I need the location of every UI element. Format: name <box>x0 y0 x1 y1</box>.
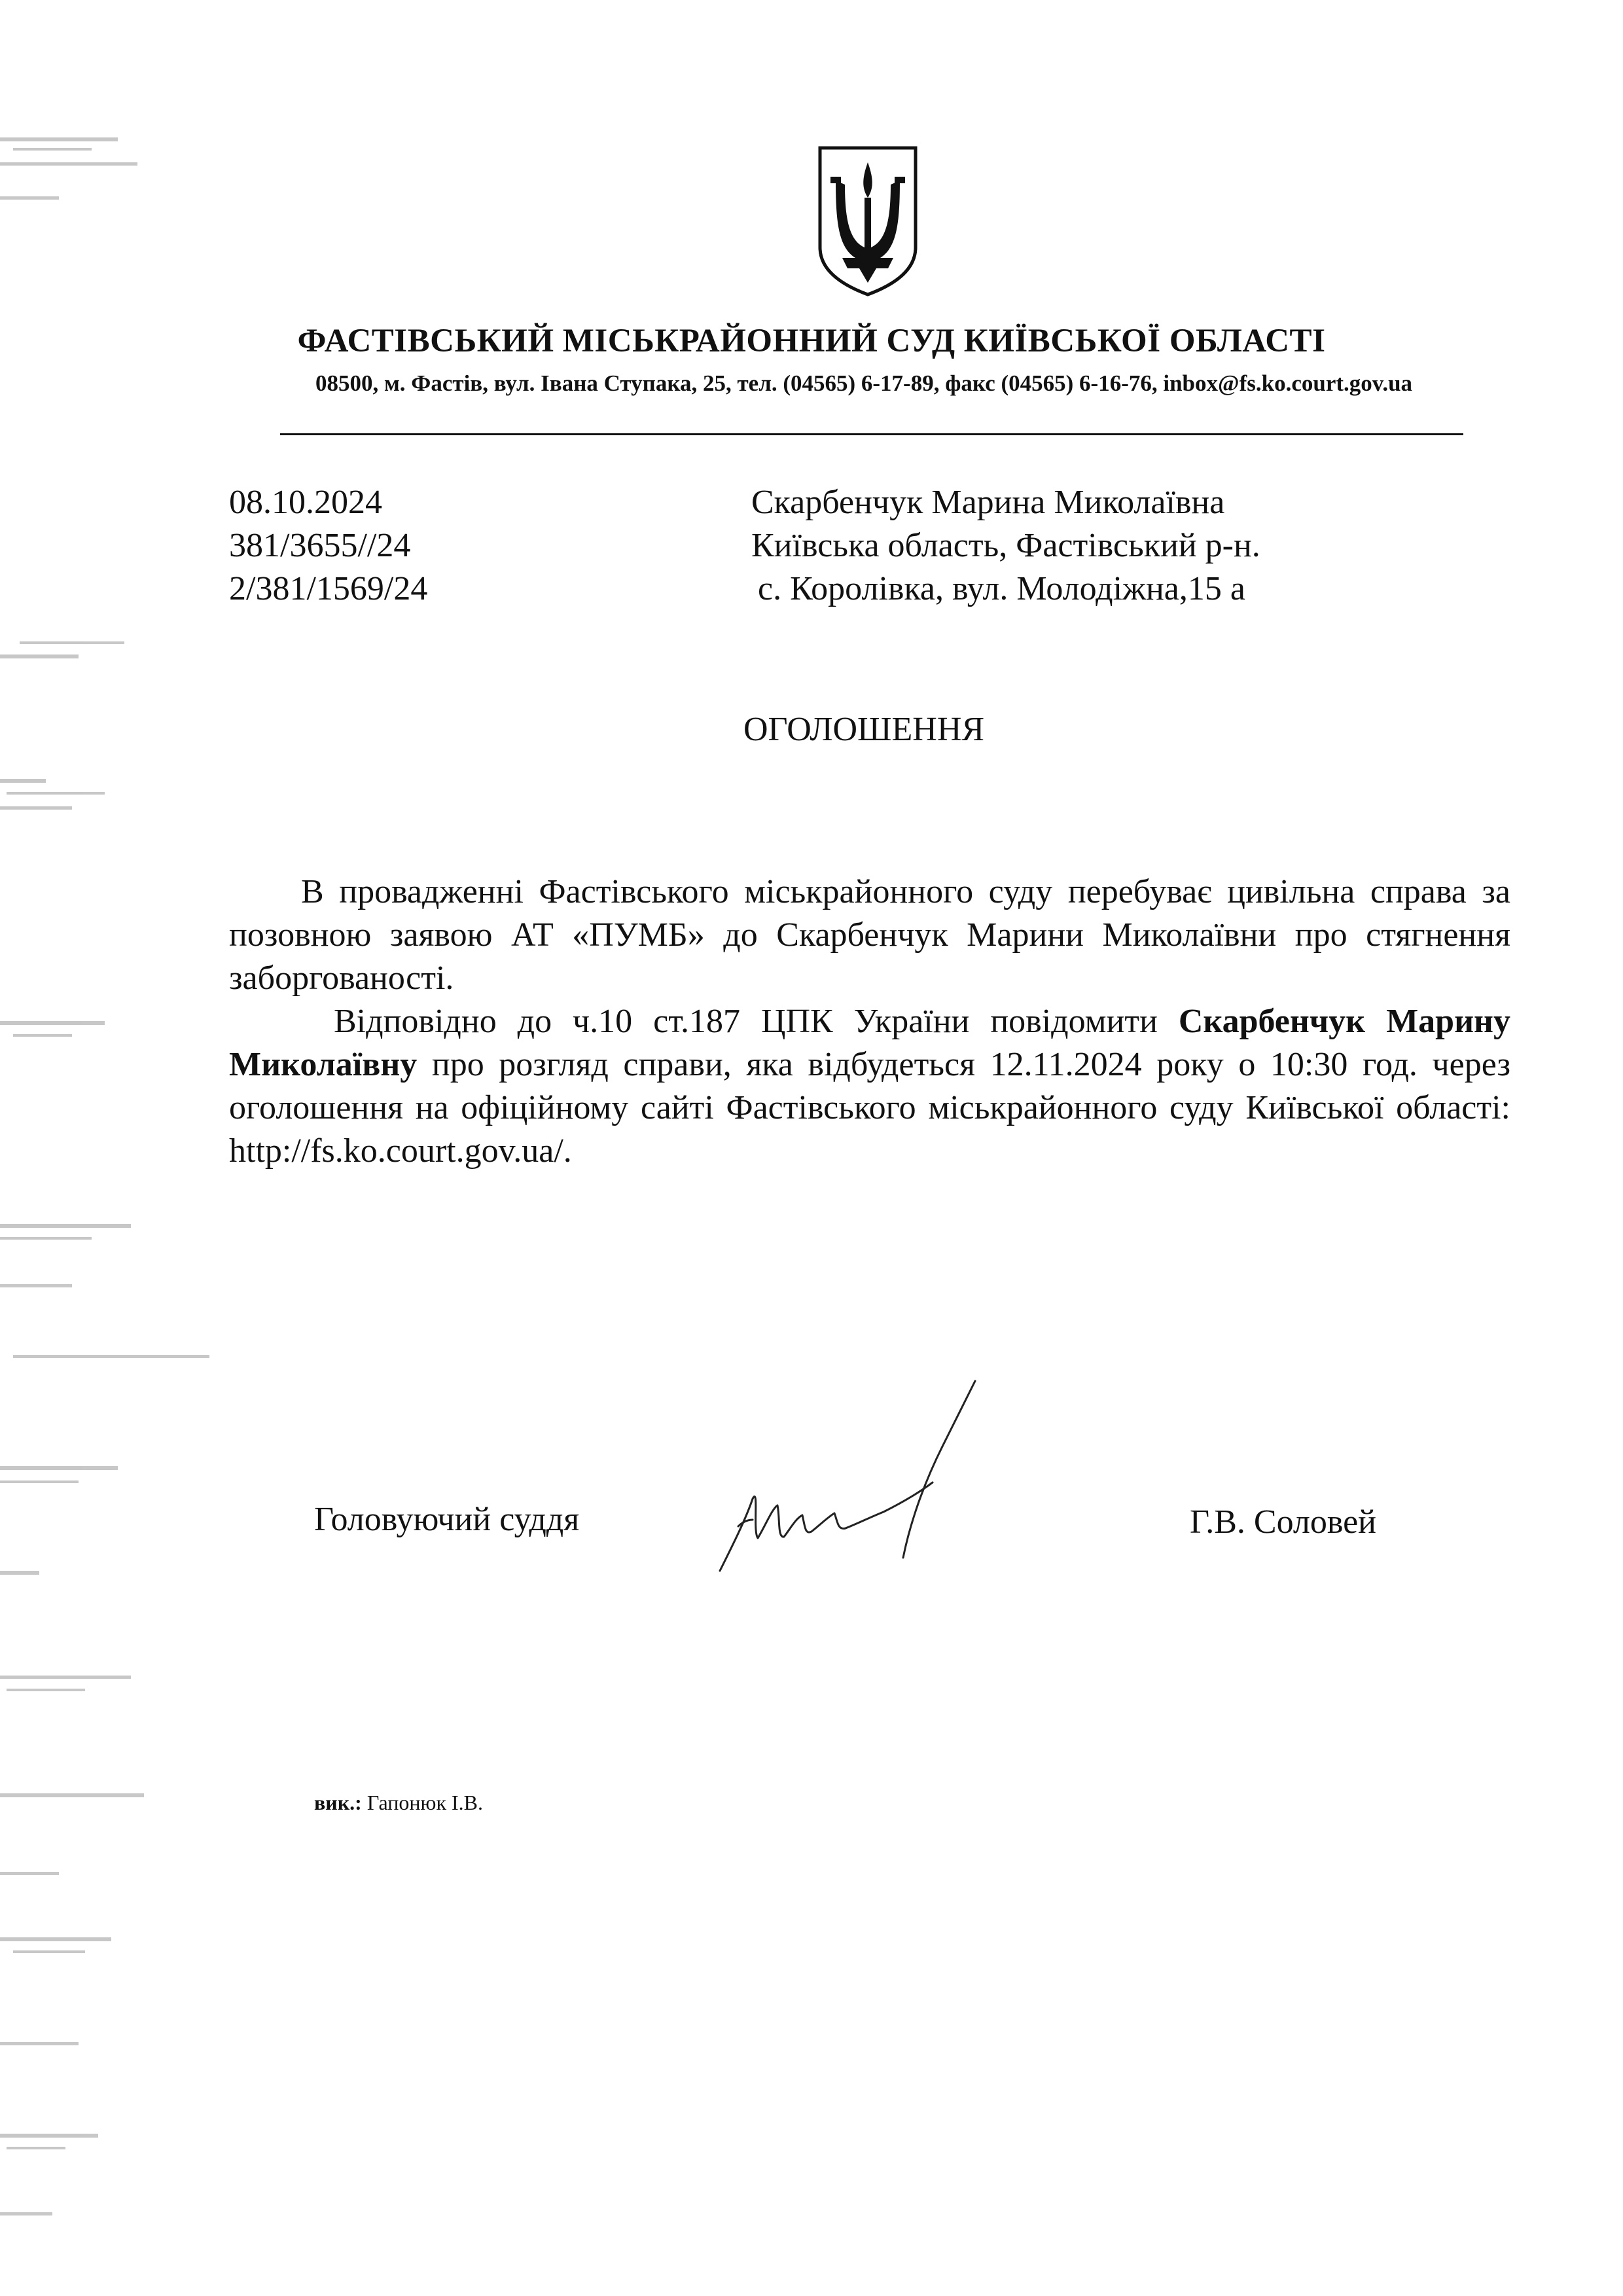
document-meta <box>229 481 427 611</box>
header-divider <box>280 433 1463 435</box>
defendant-name: Скарбенчук Марину Миколаївну <box>229 1003 1510 1083</box>
court-name: ФАСТІВСЬКИЙ МІСЬКРАЙОННИЙ СУД КИЇВСЬКОЇ ОБЛАСТІ <box>297 323 1326 359</box>
signatory-role: Головуючий суддя <box>314 1501 580 1538</box>
recipient-address-line1: Київська область, Фастівський р-н. <box>751 527 1260 564</box>
document-title: ОГОЛОШЕННЯ <box>743 711 985 748</box>
outgoing-number: 381/3655//24 <box>229 527 411 564</box>
coat-of-arms-icon <box>816 143 919 298</box>
body-paragraph-1: В провадженні Фастівського міськрайонного суду перебуває цивільна справа за позовною заявою АТ «ПУМБ» до Скарбенчук Марини Миколаївни про стягнення заборгованості. <box>229 873 1510 997</box>
recipient-address-line2: с. Королівка, вул. Молодіжна,15 а <box>758 570 1245 607</box>
paragraph-2-intro: Відповідно до ч.10 ст.187 ЦПК України повідомити <box>334 1003 1179 1040</box>
executor-label: вик.: <box>314 1791 362 1814</box>
court-address: 08500, м. Фастів, вул. Івана Ступака, 25, тел. (04565) 6-17-89, факс (04565) 6-16-76, inbox@fs.ko.court.gov.ua <box>315 370 1413 396</box>
case-number: 2/381/1569/24 <box>229 570 428 607</box>
executor-note <box>314 1791 483 1815</box>
notice-body <box>229 870 1510 1173</box>
document-date: 08.10.2024 <box>229 484 382 521</box>
signatory-name: Г.В. Соловей <box>1190 1503 1376 1541</box>
recipient-block <box>751 481 1260 611</box>
executor-name: Гапонюк І.В. <box>366 1791 483 1814</box>
recipient-name: Скарбенчук Марина Миколаївна <box>751 484 1225 521</box>
body-paragraph-2 <box>229 1000 1510 1173</box>
paragraph-2-details: про розгляд справи, яка відбудеться 12.11.2024 року о 10:30 год. через оголошення на офіційному сайті Фастівського міськрайонного суду Київської області: http://fs.ko.court.gov.ua/. <box>229 1046 1510 1170</box>
handwritten-signature <box>707 1374 995 1584</box>
